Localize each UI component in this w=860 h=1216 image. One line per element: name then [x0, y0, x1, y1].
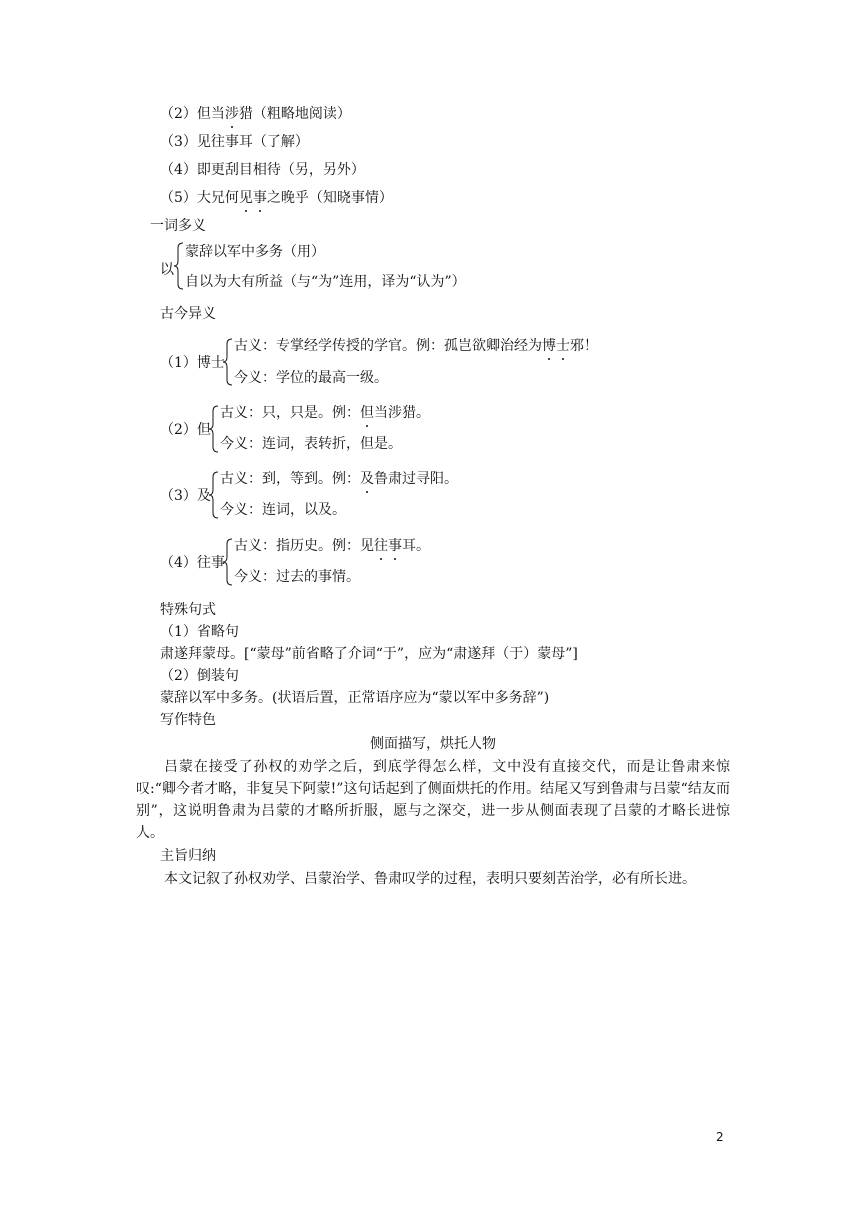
vocab-item-2 — [160, 104, 351, 124]
am-entry-1-brace — [222, 338, 234, 386]
am-entry-2-ancient-post: 当涉猎。 — [374, 405, 430, 421]
am-entry-3-modern: 今义：连词，以及。 — [220, 502, 346, 518]
writing-paragraph: 吕蒙在接受了孙权的劝学之后，到底学得怎么样，文中没有直接交代，而是让鲁肃来惊叹:“卿今者才略，非复吴下阿蒙!”这句话起到了侧面烘托的作用。结尾又写到鲁肃与吕蒙“结友而别”，这说明鲁肃为吕蒙的才略所折服，愿与之深交，进一步从侧面表现了吕蒙的才略长进惊人。 — [136, 759, 730, 841]
vocab-item-3: （3）见往事耳（了解） — [160, 134, 309, 150]
vocab-item-2-pre: （2）但当 — [160, 106, 225, 122]
polysemy-line-2: 自以为大有所益（与“为”连用，译为“认为”） — [185, 274, 466, 290]
am-entry-4-ancient-dot2: 事 — [388, 538, 402, 554]
am-entry-2-brace — [208, 405, 220, 453]
am-entry-1-ancient-post: 邪！ — [570, 338, 598, 354]
am-entry-4-ancient-dot1: 往 — [374, 538, 388, 554]
am-entry-3-ancient-pre: 古义：到，等到。例： — [220, 471, 360, 487]
am-entry-1-ancient-pre: 古义：专掌经学传授的学官。例：孤岂欲卿治经为 — [234, 338, 542, 354]
vocab-item-5-post: 之晚乎（知晓事情） — [266, 190, 393, 206]
am-entry-2-ancient-dot1: 但 — [360, 405, 374, 421]
special-s2-text: 蒙辞以军中多务。(状语后置，正常语序应为“蒙以军中多务辞”) — [160, 690, 550, 706]
am-entry-4-modern: 今义：过去的事情。 — [234, 569, 360, 585]
am-entry-4-brace — [222, 538, 234, 586]
am-entry-1-ancient-dot2: 士 — [556, 338, 570, 354]
vocab-item-2-dot: 涉 — [224, 106, 239, 122]
theme-paragraph: 本文记叙了孙权劝学、吕蒙治学、鲁肃叹学的过程，表明只要刻苦治学，必有所长进。 — [164, 871, 696, 887]
am-entry-2-label: （2）但 — [160, 422, 211, 438]
am-entry-2-modern: 今义：连词，表转折，但是。 — [220, 436, 402, 452]
special-s2-title: （2）倒装句 — [160, 668, 239, 684]
vocab-item-5 — [160, 188, 393, 208]
theme-title: 主旨归纳 — [160, 848, 216, 864]
am-entry-3-ancient-dot1: 及 — [360, 471, 374, 487]
vocab-item-5-dot2: 事 — [252, 190, 267, 206]
am-entry-1-label: （1）博士 — [160, 355, 225, 371]
vocab-item-5-pre: （5）大兄何 — [160, 190, 239, 206]
am-entry-1-modern: 今义：学位的最高一级。 — [234, 370, 388, 386]
am-entry-2-ancient — [220, 403, 430, 423]
polysemy-title: 一词多义 — [150, 218, 206, 234]
polysemy-line-1: 蒙辞以军中多务（用） — [185, 244, 325, 260]
polysemy-word: 以 — [160, 262, 174, 278]
special-s1-title: （1）省略句 — [160, 624, 239, 640]
am-entry-4-ancient-post: 耳。 — [402, 538, 430, 554]
vocab-item-4: （4）即更刮目相待（另，另外） — [160, 162, 365, 178]
am-entry-4-label: （4）往事 — [160, 555, 225, 571]
am-entry-3-ancient-post: 鲁肃过寻阳。 — [374, 471, 458, 487]
vocab-item-5-dot1: 见 — [238, 190, 253, 206]
am-entry-1-ancient — [234, 336, 598, 356]
am-entry-2-ancient-pre: 古义：只，只是。例： — [220, 405, 360, 421]
am-entry-3-label: （3）及 — [160, 488, 211, 504]
am-entry-4-ancient-pre: 古义：指历史。例：见 — [234, 538, 374, 554]
am-entry-3-brace — [208, 471, 220, 519]
am-entry-4-ancient — [234, 536, 430, 556]
vocab-item-2-post: 猎（粗略地阅读） — [238, 106, 351, 122]
special-s1-text: 肃遂拜蒙母。[“蒙母”前省略了介词“于”，应为“肃遂拜（于）蒙母”] — [160, 646, 578, 662]
am-entry-1-ancient-dot1: 博 — [542, 338, 556, 354]
writing-title: 写作特色 — [160, 712, 216, 728]
writing-subtitle: 侧面描写，烘托人物 — [370, 736, 496, 752]
special-title: 特殊句式 — [160, 602, 216, 618]
page-number: 2 — [716, 1130, 724, 1144]
ancient-modern-title: 古今异义 — [160, 306, 216, 322]
polysemy-brace — [173, 242, 185, 290]
am-entry-3-ancient — [220, 469, 458, 489]
